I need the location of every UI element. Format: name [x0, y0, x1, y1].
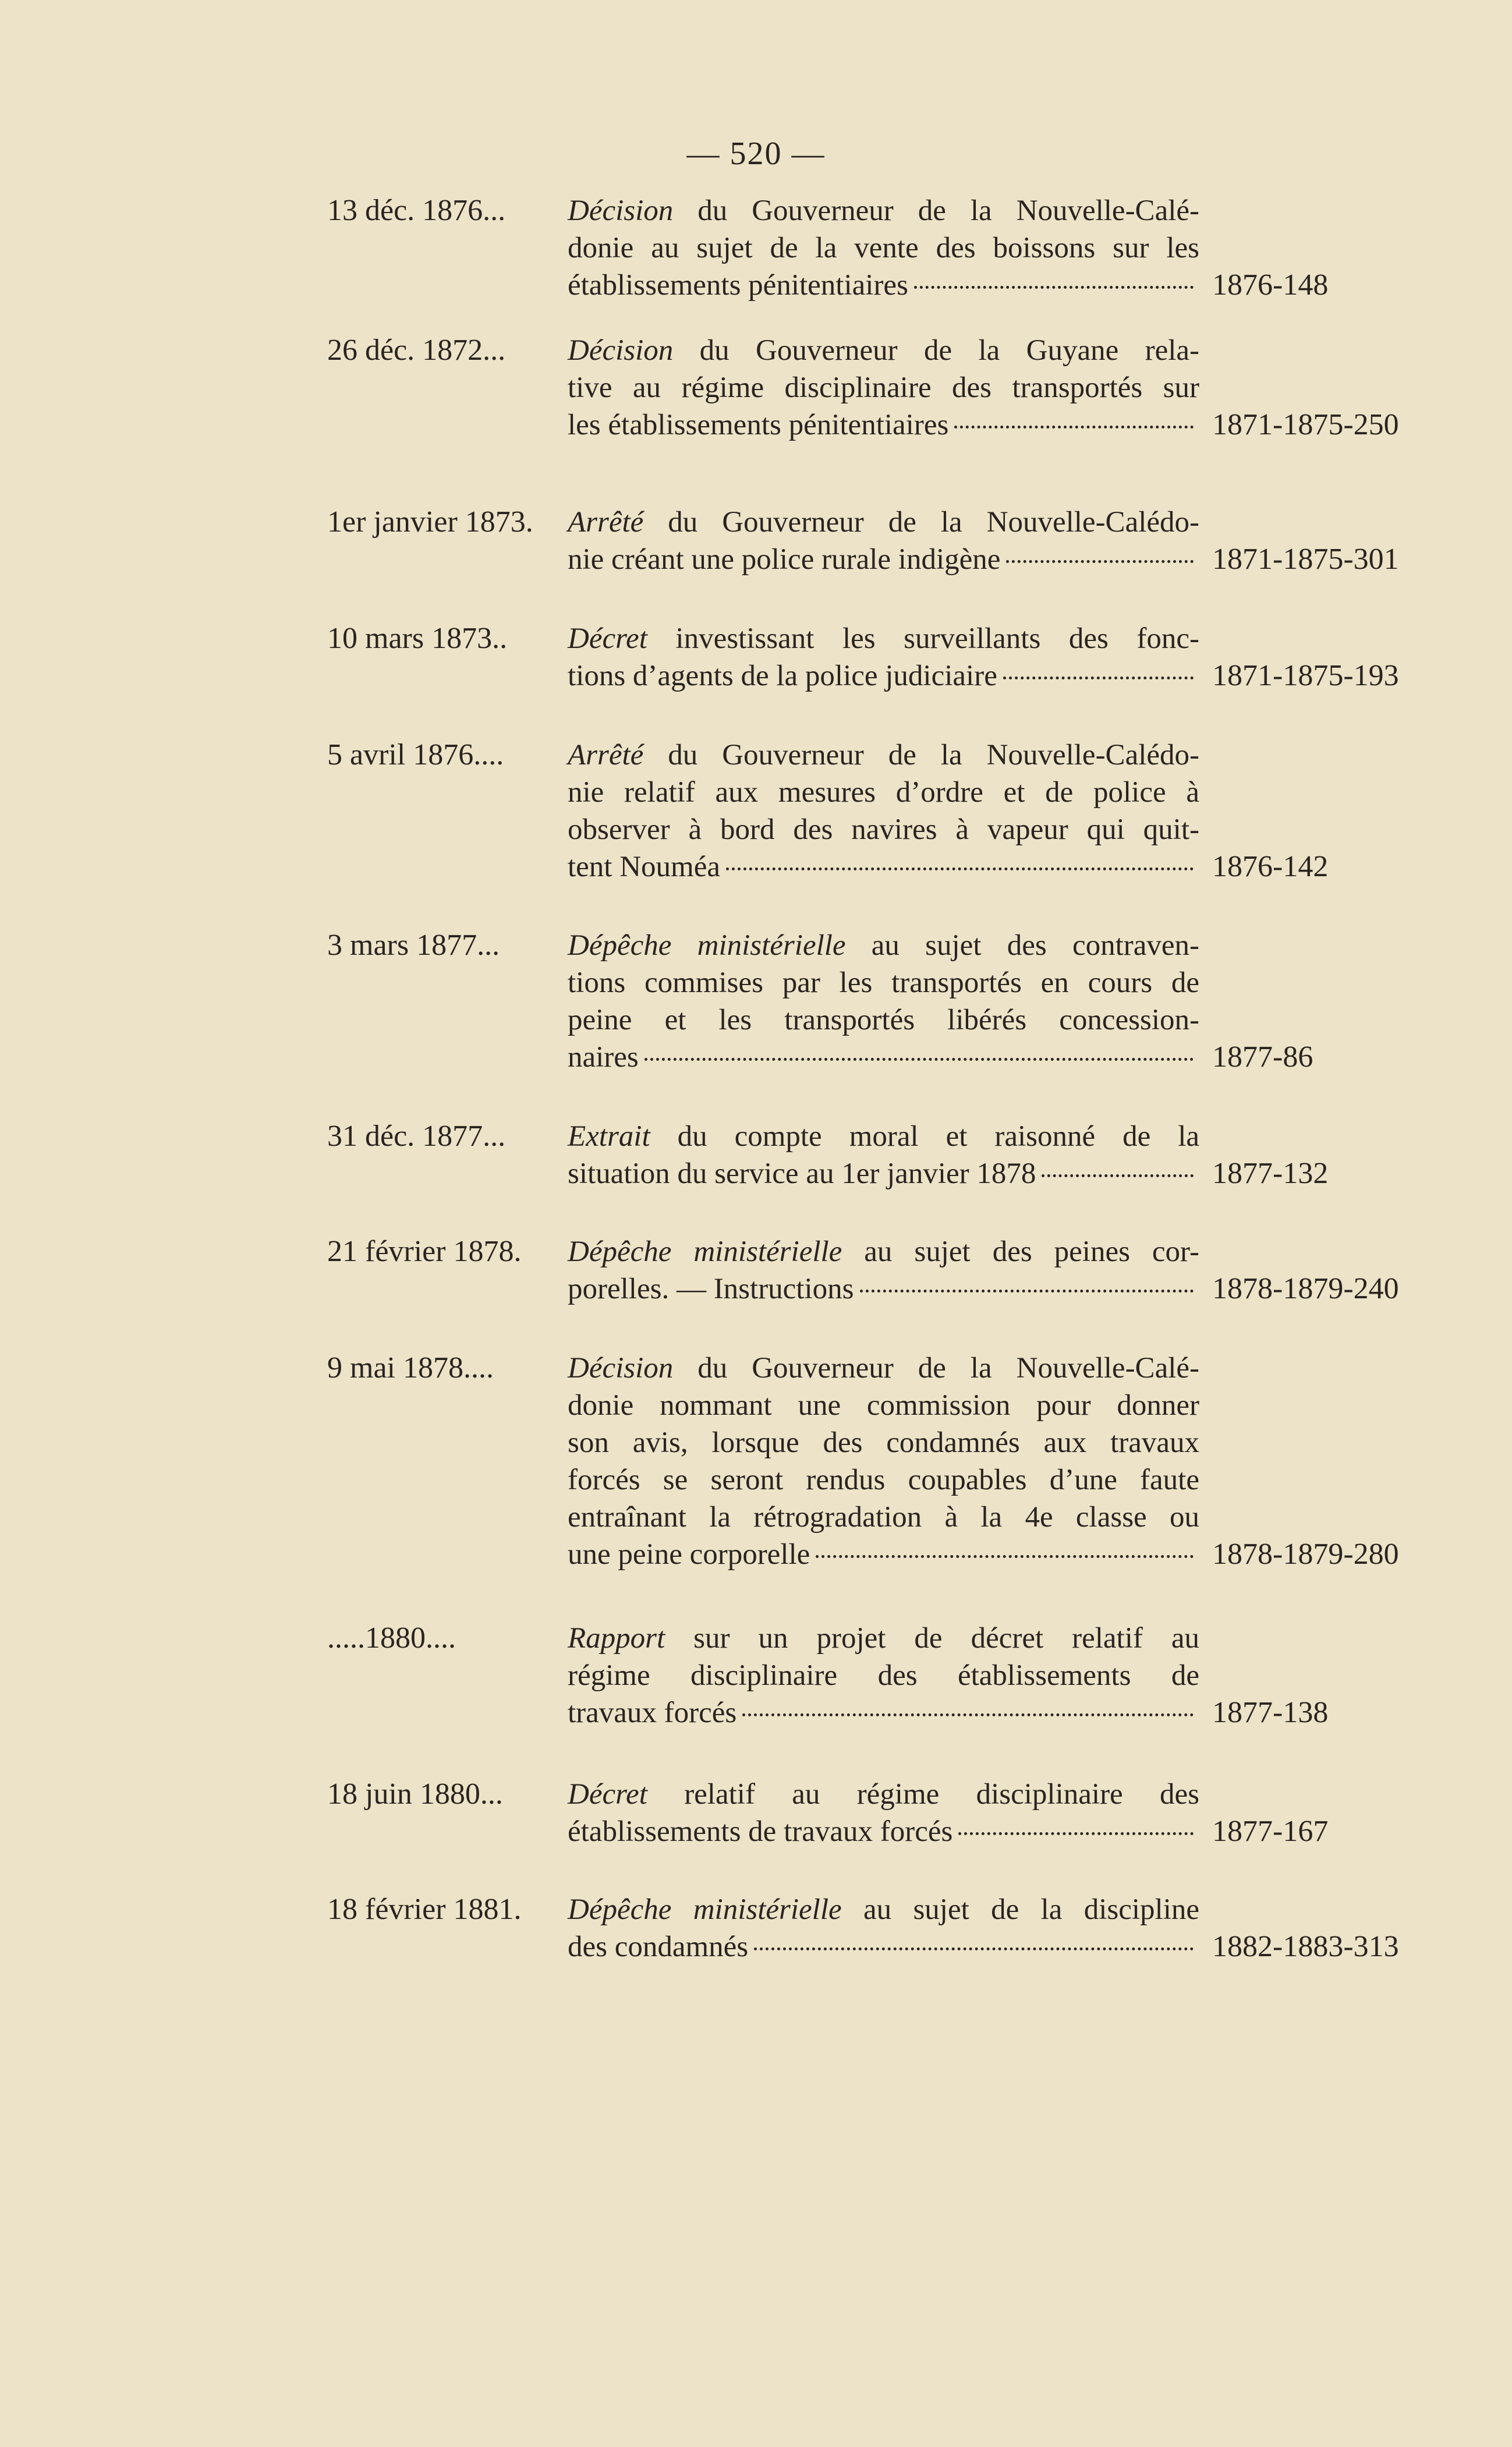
description-line: donie nommant une commission pour donner — [568, 1389, 1199, 1422]
leader-dots — [1042, 1174, 1194, 1177]
page-number: — 520 — — [686, 136, 826, 172]
entry-reference: 1877-132 — [1212, 1157, 1329, 1190]
description-line: peine et les transportés libérés concession- — [568, 1004, 1199, 1036]
leader-dots — [726, 867, 1194, 870]
entry-date: .....1880.... — [327, 1621, 456, 1655]
entry-keyword: Décision — [568, 334, 674, 367]
leader-dots — [754, 1947, 1194, 1950]
entry-date: 18 février 1881. — [327, 1893, 522, 1926]
description-last-line: naires — [568, 1039, 1199, 1076]
entry-date: 3 mars 1877... — [327, 929, 500, 962]
entry-reference: 1877-167 — [1212, 1815, 1329, 1848]
description-line: Décret investissant les surveillants des fonc- — [568, 622, 1199, 655]
description-line: Dépêche ministérielle au sujet de la discipline — [568, 1893, 1199, 1926]
description-last-line: travaux forcés — [568, 1694, 1199, 1731]
entry-keyword: Dépêche ministérielle — [568, 1893, 842, 1926]
description-last-line: des condamnés — [568, 1928, 1199, 1966]
description-last-line: tions d’agents de la police judiciaire — [568, 657, 1199, 695]
entry-keyword: Arrêté — [568, 739, 644, 771]
entry-reference: 1871-1875-250 — [1212, 408, 1399, 441]
entry-description — [568, 1776, 1199, 1850]
description-last-line: les établissements pénitentiaires — [568, 406, 1199, 444]
leader-dots — [958, 1832, 1194, 1835]
description-last-line: situation du service au 1er janvier 1878 — [568, 1155, 1199, 1192]
entry-reference: 1877-138 — [1212, 1696, 1329, 1729]
description-line: entraînant la rétrogradation à la 4e classe ou — [568, 1501, 1199, 1534]
entry-date: 10 mars 1873.. — [327, 622, 508, 655]
entry-description — [568, 1350, 1199, 1573]
entry-keyword: Rapport — [568, 1622, 665, 1655]
entry-description — [568, 1118, 1199, 1192]
leader-dots — [860, 1290, 1194, 1292]
description-line: Décret relatif au régime disciplinaire des — [568, 1778, 1199, 1811]
description-line: Décision du Gouverneur de la Nouvelle-Calé- — [568, 194, 1199, 227]
entry-reference: 1876-148 — [1212, 268, 1329, 302]
entry-description — [568, 736, 1199, 886]
entry-keyword: Extrait — [568, 1120, 650, 1153]
entry-reference: 1878-1879-280 — [1212, 1538, 1399, 1571]
description-line: observer à bord des navires à vapeur qui quit- — [568, 813, 1199, 846]
entry-keyword: Décision — [568, 1352, 674, 1384]
leader-dots — [1003, 677, 1194, 679]
entry-reference: 1871-1875-301 — [1212, 543, 1399, 576]
entry-keyword: Arrêté — [568, 506, 644, 539]
entry-date: 1er janvier 1873. — [327, 505, 533, 539]
description-line: tive au régime disciplinaire des transportés sur — [568, 371, 1199, 404]
description-line: Décision du Gouverneur de la Nouvelle-Calé- — [568, 1352, 1199, 1384]
entry-date: 26 déc. 1872... — [327, 334, 506, 367]
entry-keyword: Dépêche ministérielle — [568, 1235, 842, 1268]
description-line: régime disciplinaire des établissements de — [568, 1659, 1199, 1692]
description-line: Décision du Gouverneur de la Guyane rela- — [568, 334, 1199, 367]
entry-date: 31 déc. 1877... — [327, 1120, 506, 1153]
description-line: son avis, lorsque des condamnés aux travaux — [568, 1426, 1199, 1459]
leader-dots — [816, 1555, 1194, 1558]
description-line: Dépêche ministérielle au sujet des peines cor- — [568, 1235, 1199, 1268]
entry-description — [568, 1620, 1199, 1731]
entry-keyword: Décret — [568, 1778, 647, 1811]
entry-date: 18 juin 1880... — [327, 1777, 503, 1811]
entry-description — [568, 192, 1199, 304]
entry-date: 13 déc. 1876... — [327, 194, 506, 227]
description-line: tions commises par les transportés en cours de — [568, 966, 1199, 999]
description-line: Dépêche ministérielle au sujet des contraven- — [568, 929, 1199, 962]
entry-date: 21 février 1878. — [327, 1235, 522, 1268]
description-last-line: établissements de travaux forcés — [568, 1813, 1199, 1850]
description-line: Arrêté du Gouverneur de la Nouvelle-Calédo- — [568, 506, 1199, 539]
description-line: Extrait du compte moral et raisonné de la — [568, 1120, 1199, 1153]
entry-reference: 1877-86 — [1212, 1040, 1313, 1074]
description-line: Rapport sur un projet de décret relatif au — [568, 1622, 1199, 1655]
leader-dots — [954, 426, 1194, 429]
entry-description — [568, 504, 1199, 578]
description-last-line: porelles. — Instructions — [568, 1270, 1199, 1308]
entry-date: 5 avril 1876.... — [327, 738, 504, 771]
entry-reference: 1878-1879-240 — [1212, 1272, 1399, 1305]
entry-keyword: Dépêche ministérielle — [568, 929, 846, 962]
description-last-line: une peine corporelle — [568, 1536, 1199, 1573]
leader-dots — [645, 1058, 1194, 1061]
entry-keyword: Décret — [568, 622, 647, 655]
leader-dots — [1006, 560, 1194, 563]
entry-date: 9 mai 1878.... — [327, 1351, 494, 1384]
description-last-line: établissements pénitentiaires — [568, 267, 1199, 304]
description-line: forcés se seront rendus coupables d’une faute — [568, 1464, 1199, 1496]
leader-dots — [914, 286, 1194, 289]
entry-reference: 1882-1883-313 — [1212, 1930, 1399, 1963]
description-line: Arrêté du Gouverneur de la Nouvelle-Calédo- — [568, 739, 1199, 771]
description-last-line: nie créant une police rurale indigène — [568, 541, 1199, 578]
entry-reference: 1871-1875-193 — [1212, 659, 1399, 692]
entry-description — [568, 927, 1199, 1076]
entry-description — [568, 1891, 1199, 1966]
leader-dots — [742, 1713, 1194, 1716]
description-line: donie au sujet de la vente des boissons sur les — [568, 232, 1199, 264]
entry-description — [568, 1233, 1199, 1308]
entry-description — [568, 620, 1199, 695]
description-last-line: tent Nouméa — [568, 848, 1199, 886]
description-line: nie relatif aux mesures d’ordre et de police à — [568, 776, 1199, 809]
entry-reference: 1876-142 — [1212, 850, 1329, 883]
entry-keyword: Décision — [568, 194, 674, 227]
entry-description — [568, 332, 1199, 444]
